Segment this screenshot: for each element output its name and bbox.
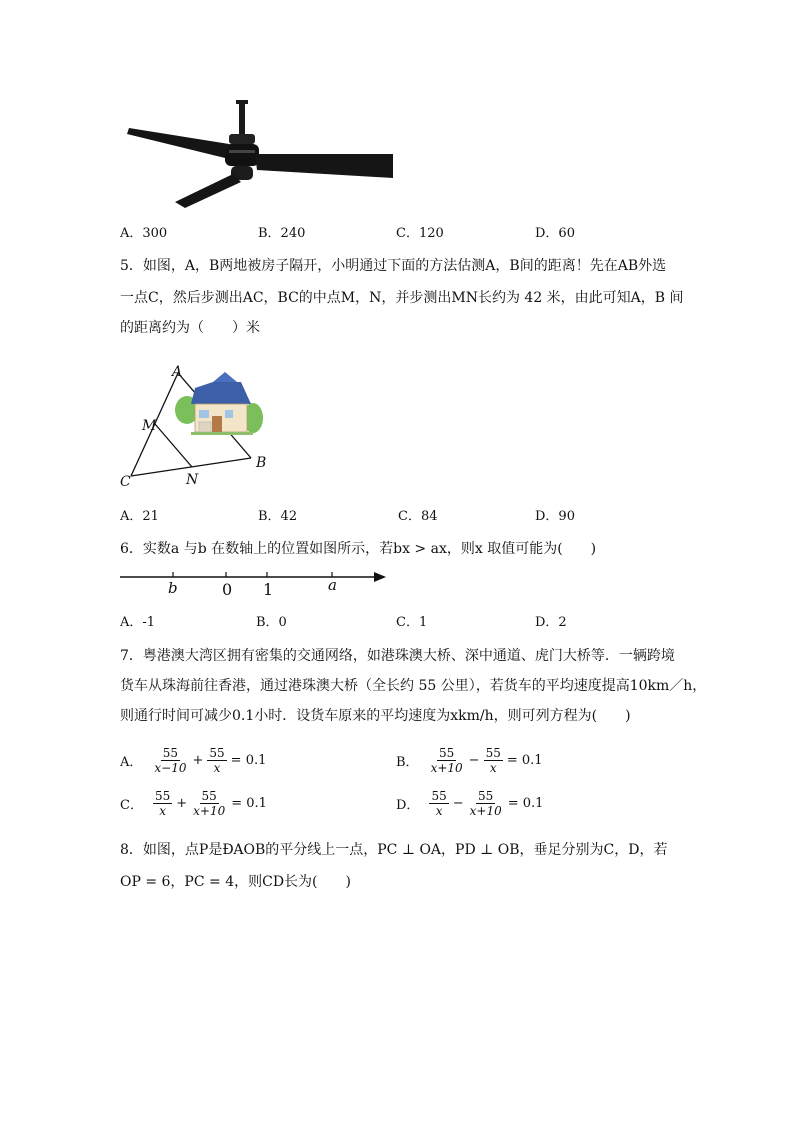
- q7-option-a: A． $\frac{55}{x-10}$ + $\frac{55}{x}$ = 0.1: [120, 746, 267, 775]
- q4-option-a: A．300: [120, 226, 168, 241]
- q6-option-d: D．2: [535, 615, 567, 630]
- q7-option-b: B． $\frac{55}{x+10}$ − $\frac{55}{x}$ = 0.1: [396, 746, 543, 775]
- q5-option-c: C．84: [398, 509, 438, 524]
- q6-line-1: 6．实数a 与b 在数轴上的位置如图所示，若bx > ax，则x 取值可能为( ): [120, 541, 597, 557]
- q7-option-d: D． $\frac{55}{x}$ − $\frac{55}{x+10}$ = 0.1: [396, 789, 544, 818]
- q7-option-c: C． $\frac{55}{x}$ + $\frac{55}{x+10}$ = 0.1: [120, 789, 267, 818]
- q7-line-3: 则通行时间可减少0.1小时．设货车原来的平均速度为xkm/h，则可列方程为( ): [120, 708, 631, 724]
- q4-option-c: C．120: [396, 226, 444, 241]
- ceiling-fan-image: [125, 98, 397, 210]
- fig5-label-b: B: [256, 455, 267, 471]
- number-line: [118, 566, 390, 586]
- q5-line-1: 5．如图，A，B两地被房子隔开，小明通过下面的方法估测A，B间的距离！先在AB外选: [120, 258, 667, 274]
- q5-option-d: D．90: [535, 509, 575, 524]
- q4-option-b: B．240: [258, 226, 306, 241]
- fig5-label-c: C: [120, 474, 131, 490]
- axis-label-a: a: [328, 576, 337, 594]
- q5-option-a: A．21: [120, 509, 159, 524]
- q6-option-a: A．-1: [120, 615, 156, 630]
- fig5-label-a: A: [172, 364, 183, 380]
- axis-label-b: b: [168, 579, 178, 597]
- axis-label-zero: 0: [222, 580, 233, 599]
- q8-line-1: 8．如图，点P是ÐAOB的平分线上一点，PC ⊥ OA，PD ⊥ OB，垂足分别为C，D，若: [120, 842, 668, 858]
- q4-option-d: D．60: [535, 226, 575, 241]
- fig5-label-n: N: [186, 472, 199, 488]
- fig5-label-m: M: [142, 418, 157, 434]
- q7-line-1: 7．粤港澳大湾区拥有密集的交通网络，如港珠澳大桥、深中通道、虎门大桥等．一辆跨境: [120, 648, 675, 664]
- q8-line-2: OP = 6，PC = 4，则CD长为( ): [120, 874, 351, 890]
- q6-option-c: C．1: [396, 615, 428, 630]
- q5-line-3: 的距离约为（ ）米: [120, 320, 260, 336]
- q5-option-b: B．42: [258, 509, 298, 524]
- q7-line-2: 货车从珠海前往香港，通过港珠澳大桥（全长约 55 公里），若货车的平均速度提高10km／h，: [120, 678, 707, 694]
- axis-label-one: 1: [263, 580, 274, 599]
- q6-option-b: B．0: [256, 615, 287, 630]
- q5-line-2: 一点C，然后步测出AC，BC的中点M，N，并步测出MN长约为 42 米，由此可知A，B 间: [120, 290, 684, 306]
